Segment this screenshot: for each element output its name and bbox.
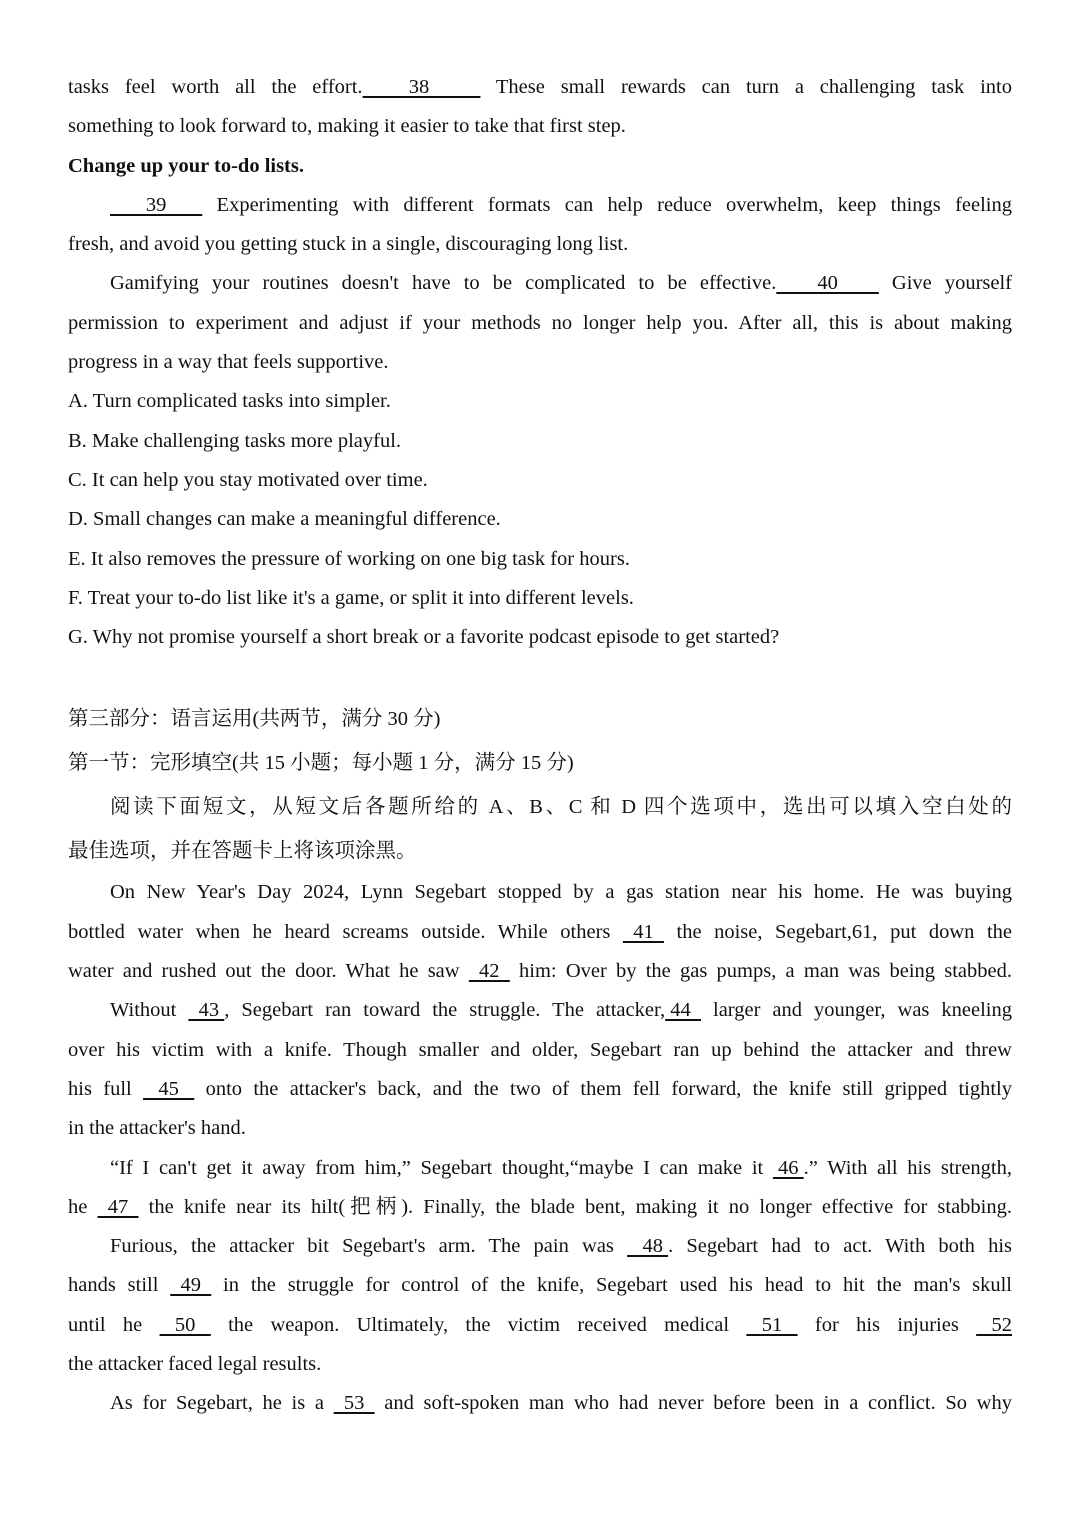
cloze-line-5: over his victim with a knife. Though smaller and older, Segebart ran up behind the attacker and threw	[68, 1038, 1012, 1061]
blank-45: 45	[143, 1077, 195, 1100]
blank-42: 42	[468, 960, 510, 983]
text: Without	[110, 999, 189, 1022]
cloze-line-7: in the attacker's hand.	[68, 1117, 246, 1140]
cloze-line-11	[68, 1266, 1012, 1305]
text: in the struggle for control of the knife, Segebart used his head to hit the man's skull	[211, 1274, 1012, 1297]
text: water and rushed out the door. What he saw	[68, 960, 469, 983]
text: until he	[68, 1313, 160, 1336]
spacer	[68, 657, 1012, 697]
cloze-line-4	[68, 991, 1012, 1030]
section1-title: 第一节：完形填空(共 15 小题；每小题 1 分，满分 15 分)	[68, 752, 574, 775]
blank-52: 52	[976, 1313, 1012, 1336]
blank-48: 48	[627, 1235, 669, 1258]
reading-line-2: something to look forward to, making it easier to take that first step.	[68, 115, 626, 138]
blank-53: 53	[333, 1392, 375, 1415]
text: , Segebart ran toward the struggle. The attacker,	[224, 999, 666, 1022]
text: Experimenting with different formats can help reduce overwhelm, keep things feeling	[202, 193, 1012, 216]
instructions-line-1: 阅读下面短文，从短文后各题所给的 A、B、C 和 D 四个选项中，选出可以填入空白处的	[110, 796, 1012, 819]
text: onto the attacker's back, and the two of them fell forward, the knife still gripped tightly	[194, 1077, 1012, 1100]
option-c: C. It can help you stay motivated over time.	[68, 468, 428, 491]
text: Give yourself	[878, 272, 1013, 295]
reading-line-4: fresh, and avoid you getting stuck in a single, discouraging long list.	[68, 233, 629, 256]
text: bottled water when he heard screams outside. While others	[68, 920, 623, 943]
blank-39: 39	[110, 193, 203, 216]
option-d: D. Small changes can make a meaningful difference.	[68, 508, 501, 531]
reading-line-3	[68, 186, 1012, 225]
blank-51: 51	[746, 1313, 798, 1336]
text: “If I can't get it away from him,” Segebart thought,“maybe I can make it	[110, 1156, 773, 1179]
cloze-line-6	[68, 1070, 1012, 1109]
text: As for Segebart, he is a	[110, 1392, 334, 1415]
text: tasks feel worth all the effort.	[68, 76, 363, 98]
blank-40: 40	[776, 272, 879, 295]
text: the knife near its hilt(把柄). Finally, the blade bent, making it no longer effective for stabbing.	[138, 1195, 1012, 1218]
text: he	[68, 1195, 98, 1218]
section-heading: Change up your to-do lists.	[68, 154, 304, 177]
cloze-line-14	[68, 1384, 1012, 1423]
text: the noise, Segebart,61, put down the	[663, 920, 1012, 943]
text: for his injuries	[797, 1313, 977, 1336]
reading-line-1	[68, 68, 1012, 107]
option-f: F. Treat your to-do list like it's a game, or split it into different levels.	[68, 586, 634, 609]
option-b: B. Make challenging tasks more playful.	[68, 429, 402, 452]
blank-50: 50	[159, 1313, 211, 1336]
text: Furious, the attacker bit Segebart's arm. The pain was	[110, 1235, 628, 1258]
cloze-line-2	[68, 913, 1012, 952]
option-g: G. Why not promise yourself a short break or a favorite podcast episode to get started?	[68, 626, 780, 649]
option-a: A. Turn complicated tasks into simpler.	[68, 390, 391, 413]
reading-line-6: permission to experiment and adjust if your methods no longer help you. After all, this is about making	[68, 311, 1012, 334]
blank-43: 43	[188, 999, 225, 1022]
blank-38: 38	[362, 76, 481, 98]
text: larger and younger, was kneeling	[701, 999, 1012, 1022]
cloze-line-8	[68, 1149, 1012, 1188]
reading-line-5	[68, 264, 1012, 303]
text: his full	[68, 1077, 144, 1100]
text: .” With all his strength,	[803, 1156, 1013, 1179]
cloze-line-13: the attacker faced legal results.	[68, 1353, 322, 1376]
part3-title: 第三部分：语言运用(共两节，满分 30 分)	[68, 708, 441, 731]
cloze-line-3	[68, 952, 1012, 991]
text: . Segebart had to act. With both his	[668, 1235, 1012, 1258]
text: the weapon. Ultimately, the victim received medical	[210, 1313, 747, 1336]
blank-44: 44	[665, 999, 701, 1022]
text: him: Over by the gas pumps, a man was being stabbed.	[509, 960, 1012, 983]
text: These small rewards can turn a challenging task into	[480, 76, 1012, 98]
blank-47: 47	[97, 1195, 139, 1218]
blank-46: 46	[772, 1156, 804, 1179]
cloze-line-9	[68, 1188, 1012, 1227]
text: Gamifying your routines doesn't have to be complicated to be effective.	[110, 272, 777, 295]
option-e: E. It also removes the pressure of working on one big task for hours.	[68, 547, 630, 570]
text: hands still	[68, 1274, 171, 1297]
instructions-line-2: 最佳选项，并在答题卡上将该项涂黑。	[68, 840, 417, 863]
text: and soft-spoken man who had never before been in a conflict. So why	[374, 1392, 1012, 1415]
exam-page	[68, 68, 1012, 1424]
blank-49: 49	[170, 1274, 212, 1297]
reading-line-7: progress in a way that feels supportive.	[68, 351, 389, 374]
cloze-line-10	[68, 1227, 1012, 1266]
blank-41: 41	[622, 920, 664, 943]
cloze-line-1: On New Year's Day 2024, Lynn Segebart stopped by a gas station near his home. He was buying	[110, 881, 1012, 904]
cloze-line-12	[68, 1306, 1012, 1345]
